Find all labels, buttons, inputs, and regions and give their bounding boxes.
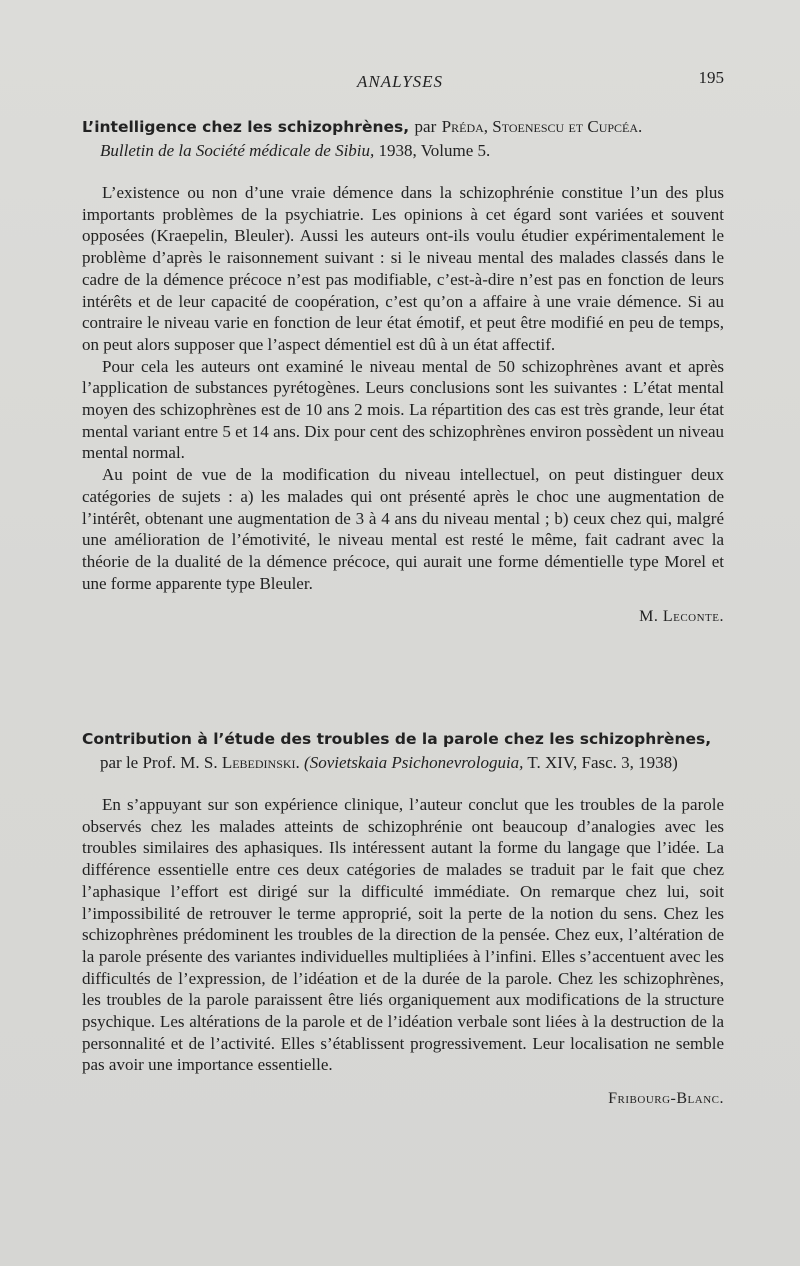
paragraph: En s’appuyant sur son expérience clinique, l’auteur conclut que les troubles de la parole observés chez les malades atteints de schizophrénie ont beaucoup d’analogies avec les troubles similaires des aphasiques. Ils intéressent autant la forme du langage que l’idée. La différence essentielle entre ces deux catégories de malades se traduit par le fait que chez l’aphasique l’effort est dirigé sur la difficulté immédiate. On remarque chez lui, soit l’impossibilité de retrouver le terme approprié, soit la perte de la notion du sens. Chez les schizophrènes prédominent les troubles de la direction de la pensée. Chez eux, l’altération de la parole présente des variantes individuelles multipliées à l’infini. Elles s’accentuent avec les difficultés de l’expression, de l’idéation et de la durée de la parole. Chez les schizophrènes, les troubles de la parole paraissent être liés organiquement aux modifications de la structure psychique. Les altérations de la parole et de l’idéation verbale sont liées à la destruction de la personnalité et de l’activité. Elles s’établissent progressivement. Leur localisation ne semble pas avoir une importance essentielle. [82,795,724,1075]
review-article-2 [82,728,724,1108]
article-by: par le Prof. M. S. [100,753,218,772]
article-by: par [414,117,437,136]
source-journal: (Sovietskaia Psichonevrologuia, [304,753,524,772]
source-details: T. XIV, Fasc. 3, 1938) [523,753,678,772]
paragraph: Au point de vue de la modification du niveau intellectuel, on peut distinguer deux catégories de sujets : a) les malades qui ont présenté après le choc une augmentation de l’intérêt, obtenant une augmentation de 3 à 4 ans du niveau mental ; b) ceux chez qui, malgré une amélioration de l’émotivité, le niveau mental est resté le même, fait cadrant avec la théorie de la dualité de la démence précoce, qui aurait une forme démentielle type Morel et une forme apparente type Bleuler. [82,465,724,593]
reviewer-signature: M. Leconte. [639,608,724,626]
reviewer-signature: Fribourg-Blanc. [608,1090,724,1108]
article-heading [82,728,724,751]
paragraph: Pour cela les auteurs ont examiné le niveau mental de 50 schizophrènes avant et après l’application de substances pyrétogènes. Leurs conclusions sont les suivantes : L’état mental moyen des schizophrènes est de 10 ans 2 mois. La répartition des cas est très grande, leur état mental variant entre 5 et 14 ans. Dix pour cent des schizophrènes environ possèdent un niveau mental normal. [82,356,724,463]
source-journal: Bulletin de la Société médicale de Sibiu, [100,141,375,160]
article-body [82,794,724,1076]
article-title: L’intelligence chez les schizophrènes, [82,118,410,136]
article-body [82,182,724,594]
article-source [82,751,724,774]
article-authors: Lebedinski. [221,753,300,772]
paragraph: L’existence ou non d’une vraie démence dans la schizophrénie constitue l’un des plus importants problèmes de la psychiatrie. Les opinions à cet égard sont variées et souvent opposées (Kraepelin, Bleuler). Aussi les auteurs ont-ils voulu étudier expérimentalement le problème d’après le raisonnement suivant : si le niveau mental des malades classés dans le cadre de la démence précoce n’est pas modifiable, c’est-à-dire n’est pas en fonction de leurs intérêts et de leur capacité de coopération, c’est qu’on a affaire à une vraie démence. Si au contraire le niveau varie en fonction de leur état émotif, et peut être modifié en peu de temps, on peut alors supposer que l’aspect démentiel est dû à un état affectif. [82,183,724,354]
running-head [0,68,800,92]
article-title: Contribution à l’étude des troubles de la parole chez les schizophrènes, [82,730,712,748]
review-article-1 [82,115,724,626]
source-details: 1938, Volume 5. [374,141,491,160]
article-heading [82,115,724,139]
article-authors: Préda, Stoenescu et Cupcéa. [441,117,643,136]
section-title: ANALYSES [356,72,444,91]
page-number: 195 [698,68,724,87]
article-source [82,139,724,162]
